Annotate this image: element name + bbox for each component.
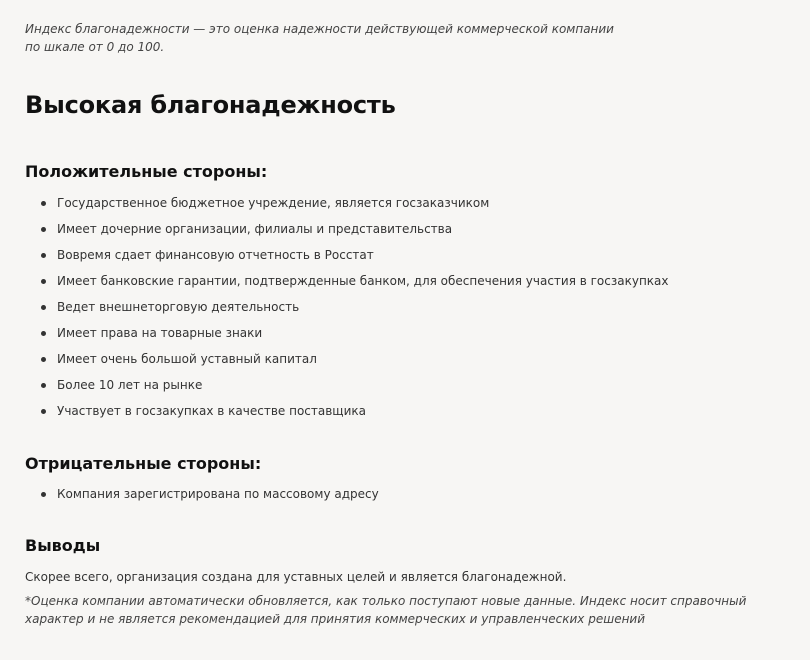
bullet-icon bbox=[41, 492, 46, 497]
list-item-text: Имеет дочерние организации, филиалы и представительства bbox=[57, 222, 453, 236]
bullet-icon bbox=[41, 201, 46, 206]
list-item bbox=[25, 485, 379, 511]
conclusions-heading: Выводы bbox=[25, 536, 101, 555]
positive-heading: Положительные стороны: bbox=[25, 162, 268, 181]
bullet-icon bbox=[41, 227, 46, 232]
list-item-text: Вовремя сдает финансовую отчетность в Росстат bbox=[57, 248, 374, 262]
conclusion-text: Скорее всего, организация создана для уставных целей и является благонадежной. bbox=[25, 570, 567, 584]
list-item-text: Более 10 лет на рынке bbox=[57, 378, 203, 392]
list-item-text: Компания зарегистрирована по массовому адресу bbox=[57, 487, 379, 501]
list-item bbox=[25, 220, 669, 246]
bullet-icon bbox=[41, 279, 46, 284]
list-item-text: Участвует в госзакупках в качестве поставщика bbox=[57, 404, 367, 418]
list-item-text: Имеет банковские гарантии, подтвержденные банком, для обеспечения участия в госзакупках bbox=[57, 274, 669, 288]
list-item-text: Имеет права на товарные знаки bbox=[57, 326, 263, 340]
list-item bbox=[25, 298, 669, 324]
list-item-text: Государственное бюджетное учреждение, является госзаказчиком bbox=[57, 196, 490, 210]
list-item-text: Ведет внешнеторговую деятельность bbox=[57, 300, 300, 314]
list-item-text: Имеет очень большой уставный капитал bbox=[57, 352, 317, 366]
intro-text: Индекс благонадежности — это оценка надежности действующей коммерческой компании по шкале от 0 до 100. bbox=[25, 22, 614, 54]
positive-list bbox=[25, 194, 669, 428]
bullet-icon bbox=[41, 253, 46, 258]
negative-heading: Отрицательные стороны: bbox=[25, 454, 262, 473]
bullet-icon bbox=[41, 305, 46, 310]
list-item bbox=[25, 376, 669, 402]
bullet-icon bbox=[41, 383, 46, 388]
bullet-icon bbox=[41, 409, 46, 414]
list-item bbox=[25, 246, 669, 272]
disclaimer-note: *Оценка компании автоматически обновляется, как только поступают новые данные. Индекс носит справочный характер и не является рекомендацией для принятия коммерческих и управленческих решений bbox=[25, 594, 747, 626]
bullet-icon bbox=[41, 331, 46, 336]
list-item bbox=[25, 402, 669, 428]
list-item bbox=[25, 194, 669, 220]
list-item bbox=[25, 272, 669, 298]
negative-list bbox=[25, 485, 379, 511]
page-title: Высокая благонадежность bbox=[25, 91, 396, 119]
list-item bbox=[25, 350, 669, 376]
bullet-icon bbox=[41, 357, 46, 362]
list-item bbox=[25, 324, 669, 350]
